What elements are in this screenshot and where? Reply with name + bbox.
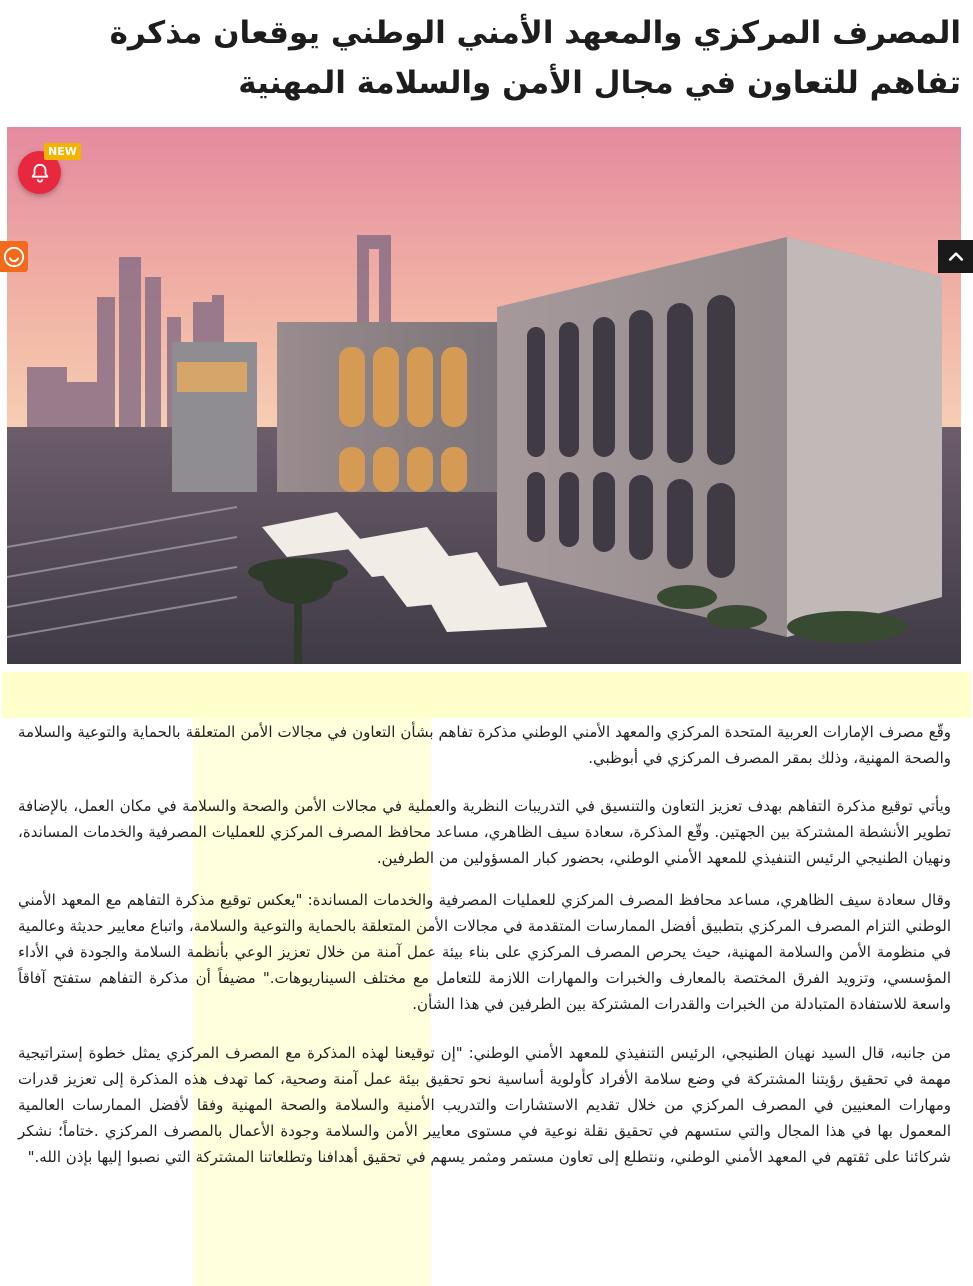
article-paragraph: وقّع مصرف الإمارات العربية المتحدة المركزي والمعهد الأمني الوطني مذكرة تفاهم بشأن التعاون في مجالات الأمن المتعلقة بالحماية والتوعية والسلامة والصحة المهنية، وذلك بمقر المصرف المركزي في أبوظبي.: [18, 723, 951, 767]
scroll-to-top-button[interactable]: [938, 240, 973, 273]
new-badge: NEW: [44, 143, 81, 160]
feedback-button[interactable]: [0, 241, 28, 272]
article-headline: المصرف المركزي والمعهد الأمني الوطني يوقعان مذكرة تفاهم للتعاون في مجال الأمن والسلامة المهنية: [109, 15, 961, 101]
bell-icon: [29, 162, 51, 184]
article-paragraph: من جانبه، قال السيد نهيان الطنيجي، الرئيس التنفيذي للمعهد الأمني الوطني: "إن توقيعنا لهذه المذكرة مع المصرف المركزي يمثل خطوة إستراتيجية مهمة في تحقيق رؤيتنا المشتركة في وضع سلامة الأفراد كأولوية أساسية نحو تحقيق بيئة عمل آمنة وصحية، كما تهدف هذه المذكرة إلى تعزيز قدرات ومهارات المعنيين في المصرف المركزي من خلال تقديم الاستشارات والتدريب الأمنية والسلامة والصحة المهنية وفقا لأفضل الممارسات العالمية المعمول بها في هذا المجال والتي ستسهم في تحقيق نقلة نوعية في مستوى معايير الأمن والسلامة وجودة الأعمال بالمصرف المركزي .ختاماً؛ نشكر شركائنا على ثقتهم في المعهد الأمني الوطني، ونتطلع إلى تعاون مستمر ومثمر يسهم في تحقيق أهدافنا وتطلعاتنا المشتركة التي نصبوا إليها بإذن الله.": [18, 1044, 951, 1166]
smiley-icon: [3, 246, 25, 268]
chevron-up-icon: [946, 247, 966, 267]
article-hero-image: [7, 127, 961, 664]
article-paragraph: وقال سعادة سيف الظاهري، مساعد محافظ المصرف المركزي للعمليات المصرفية والخدمات المساندة: "يعكس توقيع مذكرة التفاهم مع المعهد الأمني الوطني التزام المصرف المركزي بتطبيق أفضل الممارسات المتقدمة في مجالات الأمن المتعلقة بالحماية والتوعية والسلامة، واتباع معايير حديثة وعالمية في منظومة الأمن والسلامة المهنية، حيث يحرص المصرف المركزي على بناء بيئة عمل آمنة من خلال تعزيز الوعي بأنظمة السلامة والجودة في الأداء المؤسسي، وتزويد الفرق المختصة بالمعارف والخبرات والمهارات اللازمة للتعامل مع مختلف السيناريوهات." مضيفاً أن مذكرة التفاهم ستفتح آفاقاً واسعة للاستفادة المتبادلة من الخبرات والقدرات المشتركة بين الطرفين في هذا الشأن.: [18, 891, 951, 1013]
ad-placeholder-band: [2, 672, 971, 718]
article-paragraph: ويأتي توقيع مذكرة التفاهم بهدف تعزيز التعاون والتنسيق في التدريبات النظرية والعملية في مجالات الأمن والصحة والسلامة في مكان العمل، بالإضافة تطوير الأنشطة المشتركة بين الجهتين. وقّع المذكرة، سعادة سيف الظاهري، مساعد محافظ المصرف المركزي للعمليات المصرفية والخدمات المساندة، ونهيان الطنيجي الرئيس التنفيذي للمعهد الأمني الوطني، بحضور كبار المسؤولين من الطرفين.: [18, 797, 951, 867]
article-body: [18, 719, 951, 1192]
